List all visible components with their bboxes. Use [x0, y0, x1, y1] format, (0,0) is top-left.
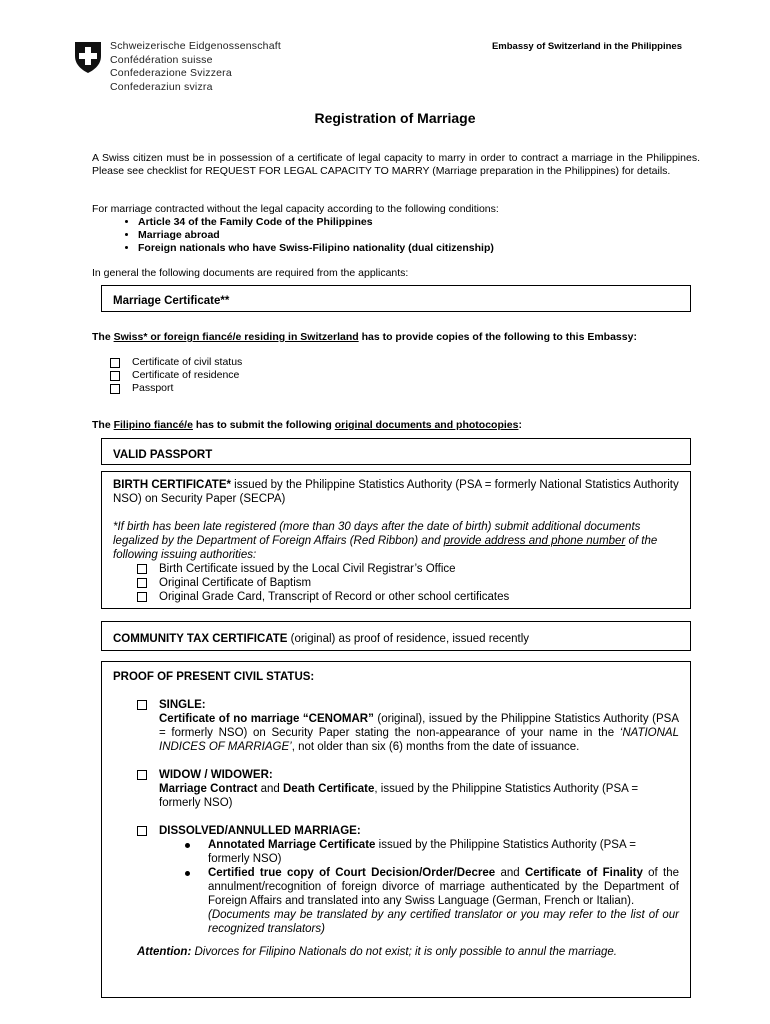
- late-registration-note: [113, 520, 679, 562]
- d2-desc: of the annulment/recognition of foreign divorce of marriage authenticated by the Department of Foreign Affairs and translated into any Swiss Language (German, French or Italian).: [208, 867, 680, 907]
- checkbox-icon[interactable]: [137, 592, 147, 602]
- widow-and: and: [257, 783, 283, 795]
- marriage-certificate-box: [101, 285, 691, 312]
- general-requirements: In general the following documents are required from the applicants:: [92, 267, 409, 279]
- widow-description: [137, 782, 679, 810]
- widow-desc: , issued by the Philippine Statistics Authority (PSA = formerly NSO): [159, 783, 639, 809]
- dissolved-item: [137, 838, 679, 866]
- checkbox-icon[interactable]: [110, 358, 120, 368]
- dissolved-heading: [137, 824, 679, 838]
- name-german: Schweizerische Eidgenossenschaft: [110, 40, 281, 52]
- checkbox-icon[interactable]: [110, 384, 120, 394]
- widow-section: [113, 768, 679, 810]
- document-title: Registration of Marriage: [314, 110, 476, 126]
- checklist-item-label: Certificate of residence: [132, 369, 240, 381]
- single-heading-label: SINGLE:: [159, 699, 206, 711]
- dissolved-section: [113, 824, 679, 936]
- widow-bold-1: Marriage Contract: [159, 783, 258, 795]
- cenomar-bold: Certificate of no marriage “CENOMAR”: [159, 713, 374, 725]
- attention-note: [113, 945, 679, 959]
- conditions-section: [92, 203, 700, 255]
- checklist-item: [137, 562, 679, 576]
- note-post: of the following issuing authorities:: [113, 535, 658, 561]
- filipino-heading-underlined-2: original documents and photocopies: [334, 419, 519, 431]
- checklist-item: [137, 576, 679, 590]
- d2-bold-1: Certified true copy of Court Decision/Order/Decree: [208, 867, 496, 879]
- birth-certificate-bold: BIRTH CERTIFICATE*: [113, 479, 231, 491]
- checklist-item-label: Original Grade Card, Transcript of Record or other school certificates: [159, 591, 510, 603]
- checkbox-icon[interactable]: [110, 371, 120, 381]
- note-underlined: provide address and phone number: [443, 535, 626, 547]
- filipino-heading-underlined-1: Filipino fiancé/e: [113, 419, 193, 431]
- filipino-heading-pre: The: [92, 419, 114, 431]
- issuing-authorities-list: [113, 562, 679, 604]
- bullet-icon: [185, 843, 190, 848]
- dissolved-item: [137, 866, 679, 936]
- dissolved-heading-label: DISSOLVED/ANNULLED MARRIAGE:: [159, 825, 361, 837]
- single-desc-1: (original), issued by the Philippine Statistics Authority (PSA = formerly NSO) on Security Paper stating the non-appearance of your name in the: [159, 713, 679, 739]
- name-romansh: Confederaziun svizra: [110, 80, 213, 93]
- widow-heading: [137, 768, 679, 782]
- swiss-heading-post: has to provide copies of the following to this Embassy:: [358, 331, 637, 343]
- intro-paragraph: A Swiss citizen must be in possession of a certificate of legal capacity to marry in order to contract a marriage in the Philippines. Please see checklist for REQUEST FOR LEGAL CAPACITY TO MARRY (Marriage preparation in the Philippines) for details.: [92, 152, 700, 177]
- attention-text: Divorces for Filipino Nationals do not exist; it is only possible to annul the marriage.: [191, 946, 617, 958]
- d1-bold: Annotated Marriage Certificate: [208, 839, 376, 851]
- conditions-list: [92, 216, 700, 255]
- valid-passport-label: VALID PASSPORT: [113, 449, 213, 461]
- attention-bold: Attention:: [137, 946, 192, 958]
- single-desc-2: , not older than six (6) months from the date of issuance.: [291, 741, 580, 753]
- condition-item: • Foreign nationals who have Swiss-Filipino nationality (dual citizenship): [138, 242, 700, 255]
- checklist-item: [110, 382, 242, 395]
- community-tax-text: [113, 633, 529, 645]
- civil-status-heading: PROOF OF PRESENT CIVIL STATUS:: [113, 671, 315, 683]
- single-description: [137, 712, 679, 754]
- widow-bold-2: Death Certificate: [283, 783, 375, 795]
- confederation-names: [110, 40, 281, 94]
- filipino-heading-mid: has to submit the following: [192, 419, 335, 431]
- d1-desc: issued by the Philippine Statistics Authority (PSA = formerly NSO): [208, 839, 636, 865]
- community-tax-box: [101, 621, 691, 651]
- community-tax-bold: COMMUNITY TAX CERTIFICATE: [113, 633, 288, 645]
- dissolved-item-text: [208, 866, 679, 936]
- checkbox-icon[interactable]: [137, 564, 147, 574]
- checklist-item-label: Original Certificate of Baptism: [159, 577, 312, 589]
- d2-italic-note: (Documents may be translated by any certified translator or you may refer to the list of our recognized translators): [208, 909, 679, 935]
- bullet-icon: [185, 871, 190, 876]
- embassy-name: Embassy of Switzerland in the Philippines: [491, 41, 682, 52]
- checklist-item-label: Passport: [132, 382, 174, 394]
- checkbox-icon[interactable]: [137, 578, 147, 588]
- single-section: [113, 698, 679, 754]
- swiss-section-heading: [92, 331, 700, 344]
- marriage-certificate-label: Marriage Certificate**: [113, 295, 230, 307]
- d2-bold-2: Certificate of Finality: [524, 867, 643, 879]
- single-heading: [137, 698, 679, 712]
- d2-and: and: [495, 867, 525, 879]
- checklist-item: [110, 369, 242, 382]
- checklist-item-label: Birth Certificate issued by the Local Civil Registrar’s Office: [159, 563, 456, 575]
- checklist-item-label: Certificate of civil status: [132, 356, 243, 368]
- birth-certificate-desc: issued by the Philippine Statistics Authority (PSA = formerly National Statistics Authority NSO) on Security Paper (SECPA): [113, 479, 679, 505]
- valid-passport-box: [101, 438, 691, 465]
- swiss-cross-shield-icon: [73, 40, 103, 74]
- conditions-lead: For marriage contracted without the legal capacity according to the following conditions:: [92, 203, 499, 215]
- filipino-section-heading: [92, 419, 700, 432]
- condition-item: • Marriage abroad: [138, 229, 700, 242]
- birth-certificate-text: [113, 478, 679, 506]
- community-tax-desc: (original) as proof of residence, issued recently: [287, 633, 530, 645]
- swiss-checklist: [110, 356, 242, 395]
- name-french: Confédération suisse: [110, 53, 213, 66]
- widow-heading-label: WIDOW / WIDOWER:: [159, 769, 273, 781]
- dissolved-item-text: [208, 838, 679, 866]
- civil-status-box: [101, 661, 691, 998]
- note-pre: *If birth has been late registered (more than 30 days after the date of birth) submit additional documents legalized by the Department of Foreign Affairs (Red Ribbon) and: [113, 521, 641, 547]
- filipino-heading-post: :: [518, 419, 522, 431]
- single-desc-italic: ‘NATIONAL INDICES OF MARRIAGE’: [159, 727, 679, 753]
- name-italian: Confederazione Svizzera: [110, 67, 232, 79]
- checkbox-icon[interactable]: [137, 826, 147, 836]
- checkbox-icon[interactable]: [137, 770, 147, 780]
- swiss-heading-underlined: Swiss* or foreign fiancé/e residing in Switzerland: [113, 331, 359, 343]
- checklist-item: [137, 590, 679, 604]
- birth-certificate-box: [101, 471, 691, 609]
- swiss-heading-pre: The: [92, 331, 114, 343]
- checklist-item: [110, 356, 242, 369]
- condition-item: • Article 34 of the Family Code of the Philippines: [138, 216, 700, 229]
- checkbox-icon[interactable]: [137, 700, 147, 710]
